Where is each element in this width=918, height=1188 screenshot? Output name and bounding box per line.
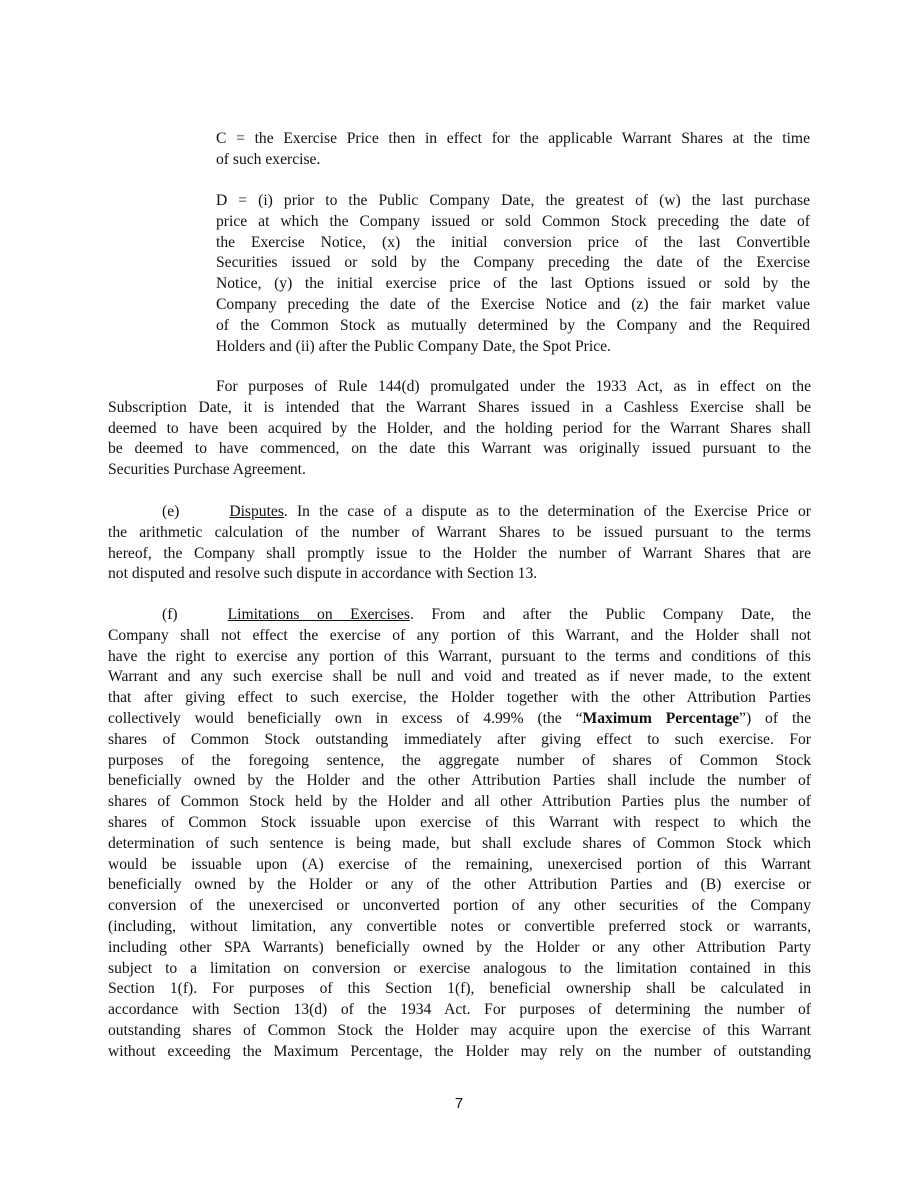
text-line: shares of Common Stock held by the Holder and all other Attribution Parties plus the number of bbox=[108, 793, 811, 811]
text-line-with-defined-term bbox=[108, 709, 811, 730]
text-line: accordance with Section 13(d) of the 1934 Act. For purposes of determining the number of bbox=[108, 1001, 811, 1019]
text-fragment: ”) of the bbox=[739, 709, 811, 727]
text-line: determination of such sentence is being made, but shall exclude shares of Common Stock which bbox=[108, 834, 811, 852]
section-label: (e) bbox=[162, 503, 180, 520]
definition-d-paragraph bbox=[216, 191, 810, 357]
text-line: the Exercise Notice, (x) the initial conversion price of the last Convertible bbox=[216, 233, 810, 251]
text-line: of the Common Stock as mutually determined by the Company and the Required bbox=[216, 316, 810, 334]
text-fragment: collectively would beneficially own in excess of 4.99% (the “ bbox=[108, 709, 583, 727]
section-e-disputes bbox=[108, 502, 811, 585]
text-line: beneficially owned by the Holder and the other Attribution Parties shall include the number of bbox=[108, 772, 811, 790]
text-line: (including, without limitation, any convertible notes or convertible preferred stock or warrants, bbox=[108, 917, 811, 935]
text-line: deemed to have been acquired by the Holder, and the holding period for the Warrant Shares shall bbox=[108, 419, 811, 437]
text-line: Company shall not effect the exercise of any portion of this Warrant, and the Holder shall not bbox=[108, 626, 811, 644]
text-line: not disputed and resolve such dispute in accordance with Section 13. bbox=[108, 565, 538, 583]
text-fragment: . From and after the Public Company Date, the bbox=[409, 606, 811, 623]
text-line: that after giving effect to such exercise, the Holder together with the other Attribution Parties bbox=[108, 689, 811, 707]
text-line: Holders and (ii) after the Public Company Date, the Spot Price. bbox=[216, 337, 611, 355]
text-line: including other SPA Warrants) beneficially owned by the Holder or any other Attribution Party bbox=[108, 938, 811, 956]
section-f-first-line bbox=[108, 605, 811, 626]
page-number: 7 bbox=[454, 1095, 464, 1112]
text-line: D = (i) prior to the Public Company Date, the greatest of (w) the last purchase bbox=[216, 192, 810, 209]
text-line: beneficially owned by the Holder or any of the other Attribution Parties and (B) exercise or bbox=[108, 876, 811, 894]
text-line: purposes of the foregoing sentence, the aggregate number of shares of Common Stock bbox=[108, 751, 811, 769]
section-label: (f) bbox=[162, 606, 178, 623]
section-f-limitations bbox=[108, 605, 811, 1063]
text-line: outstanding shares of Common Stock the Holder may acquire upon the exercise of this Warrant bbox=[108, 1021, 811, 1039]
text-line: without exceeding the Maximum Percentage, the Holder may rely on the number of outstanding bbox=[108, 1042, 811, 1060]
section-e-first-line bbox=[108, 502, 811, 523]
text-line: Subscription Date, it is intended that the Warrant Shares issued in a Cashless Exercise shall be bbox=[108, 398, 811, 416]
text-line: be deemed to have commenced, on the date this Warrant was originally issued pursuant to the bbox=[108, 440, 811, 458]
text-line: conversion of the unexercised or unconverted portion of any other securities of the Company bbox=[108, 897, 811, 915]
text-line: subject to a limitation on conversion or exercise analogous to the limitation contained in this bbox=[108, 959, 811, 977]
text-line: Securities issued or sold by the Company preceding the date of the Exercise bbox=[216, 254, 810, 272]
text-line: shares of Common Stock outstanding immediately after giving effect to such exercise. For bbox=[108, 730, 811, 748]
text-line: would be issuable upon (A) exercise of the remaining, unexercised portion of this Warrant bbox=[108, 855, 811, 873]
section-heading: Limitations on Exercises bbox=[227, 606, 410, 623]
text-line: Section 1(f). For purposes of this Section 1(f), beneficial ownership shall be calculated in bbox=[108, 980, 811, 998]
text-line: price at which the Company issued or sold Common Stock preceding the date of bbox=[216, 212, 810, 230]
text-line: Notice, (y) the initial exercise price of the last Options issued or sold by the bbox=[216, 275, 810, 293]
text-line: For purposes of Rule 144(d) promulgated under the 1933 Act, as in effect on the bbox=[216, 378, 811, 395]
text-line: C = the Exercise Price then in effect for the applicable Warrant Shares at the time bbox=[216, 130, 810, 147]
section-heading: Disputes bbox=[229, 503, 284, 520]
text-fragment: . In the case of a dispute as to the determination of the Exercise Price or bbox=[283, 503, 811, 520]
text-line: Company preceding the date of the Exercise Notice and (z) the fair market value bbox=[216, 295, 810, 313]
rule-144-paragraph bbox=[108, 377, 811, 481]
text-line: shares of Common Stock issuable upon exercise of this Warrant with respect to which the bbox=[108, 813, 811, 831]
text-line: hereof, the Company shall promptly issue to the Holder the number of Warrant Shares that are bbox=[108, 544, 811, 562]
text-line: the arithmetic calculation of the number of Warrant Shares to be issued pursuant to the terms bbox=[108, 523, 811, 541]
text-line: Securities Purchase Agreement. bbox=[108, 461, 306, 479]
definition-c-paragraph bbox=[216, 129, 810, 171]
text-line: of such exercise. bbox=[216, 150, 321, 168]
text-line: have the right to exercise any portion of this Warrant, pursuant to the terms and conditions of this bbox=[108, 647, 811, 665]
text-line: Warrant and any such exercise shall be null and void and treated as if never made, to the extent bbox=[108, 668, 811, 686]
defined-term: Maximum Percentage bbox=[582, 709, 740, 727]
